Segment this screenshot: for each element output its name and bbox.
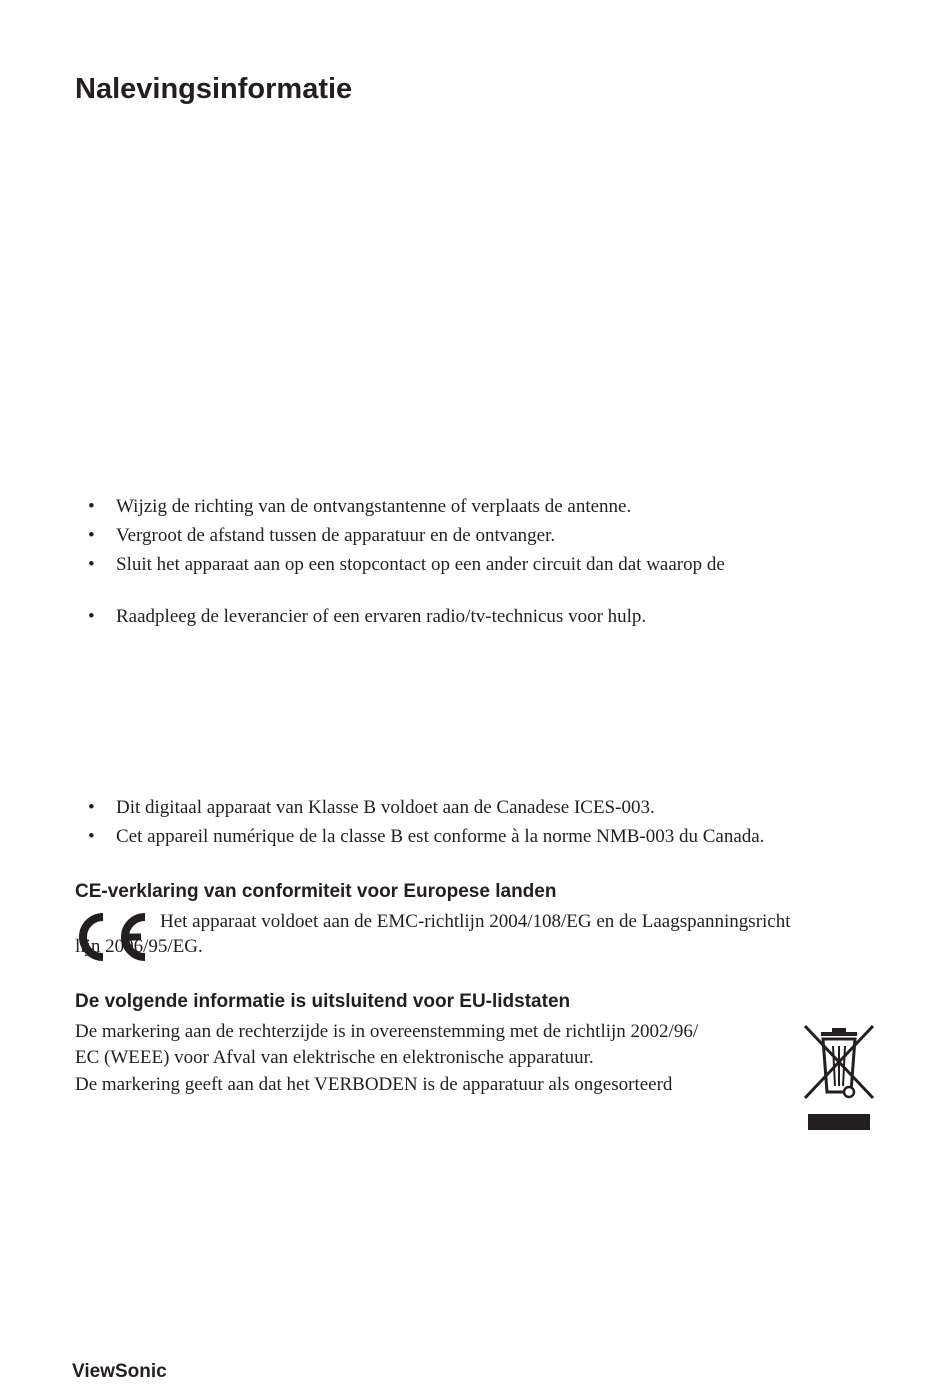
crossed-out-wheelie-bin-icon	[799, 1020, 879, 1137]
list-item: • Sluit het apparaat aan op een stopcontact op een ander circuit dan dat waarop de	[88, 550, 725, 579]
eu-text-line-3: De markering geeft aan dat het VERBODEN is de apparatuur als ongesorteerd	[75, 1074, 673, 1095]
ce-section-heading: CE-verklaring van conformiteit voor Europese landen	[75, 881, 557, 902]
eu-text-line-2: EC (WEEE) voor Afval van elektrische en elektronische apparatuur.	[75, 1047, 594, 1068]
eu-text-line-1: De markering aan de rechterzijde is in overeenstemming met de richtlijn 2002/96/	[75, 1021, 699, 1042]
ce-text-line-1: Het apparaat voldoet aan de EMC-richtlijn 2004/108/EG en de Laagspanningsricht	[160, 911, 791, 932]
list-item: • Vergroot de afstand tussen de apparatuur en de ontvanger.	[88, 521, 725, 550]
list-item: • Wijzig de richting van de ontvangstantenne of verplaats de antenne.	[88, 492, 725, 521]
list-item: • Cet appareil numérique de la classe B est conforme à la norme NMB-003 du Canada.	[88, 822, 764, 851]
fcc-bullet-list	[88, 492, 725, 579]
eu-section-heading: De volgende informatie is uitsluitend voor EU-lidstaten	[75, 991, 571, 1012]
ce-text-line-2: lijn 2006/95/EG.	[75, 936, 203, 957]
fcc-bullet-list-2	[88, 602, 646, 631]
list-item: • Dit digitaal apparaat van Klasse B voldoet aan de Canadese ICES-003.	[88, 793, 764, 822]
list-item: • Raadpleeg de leverancier of een ervaren radio/tv-technicus voor hulp.	[88, 602, 646, 631]
page-title: Nalevingsinformatie	[75, 73, 353, 105]
footer-brand: ViewSonic	[72, 1361, 167, 1382]
canada-bullet-list	[88, 793, 764, 851]
